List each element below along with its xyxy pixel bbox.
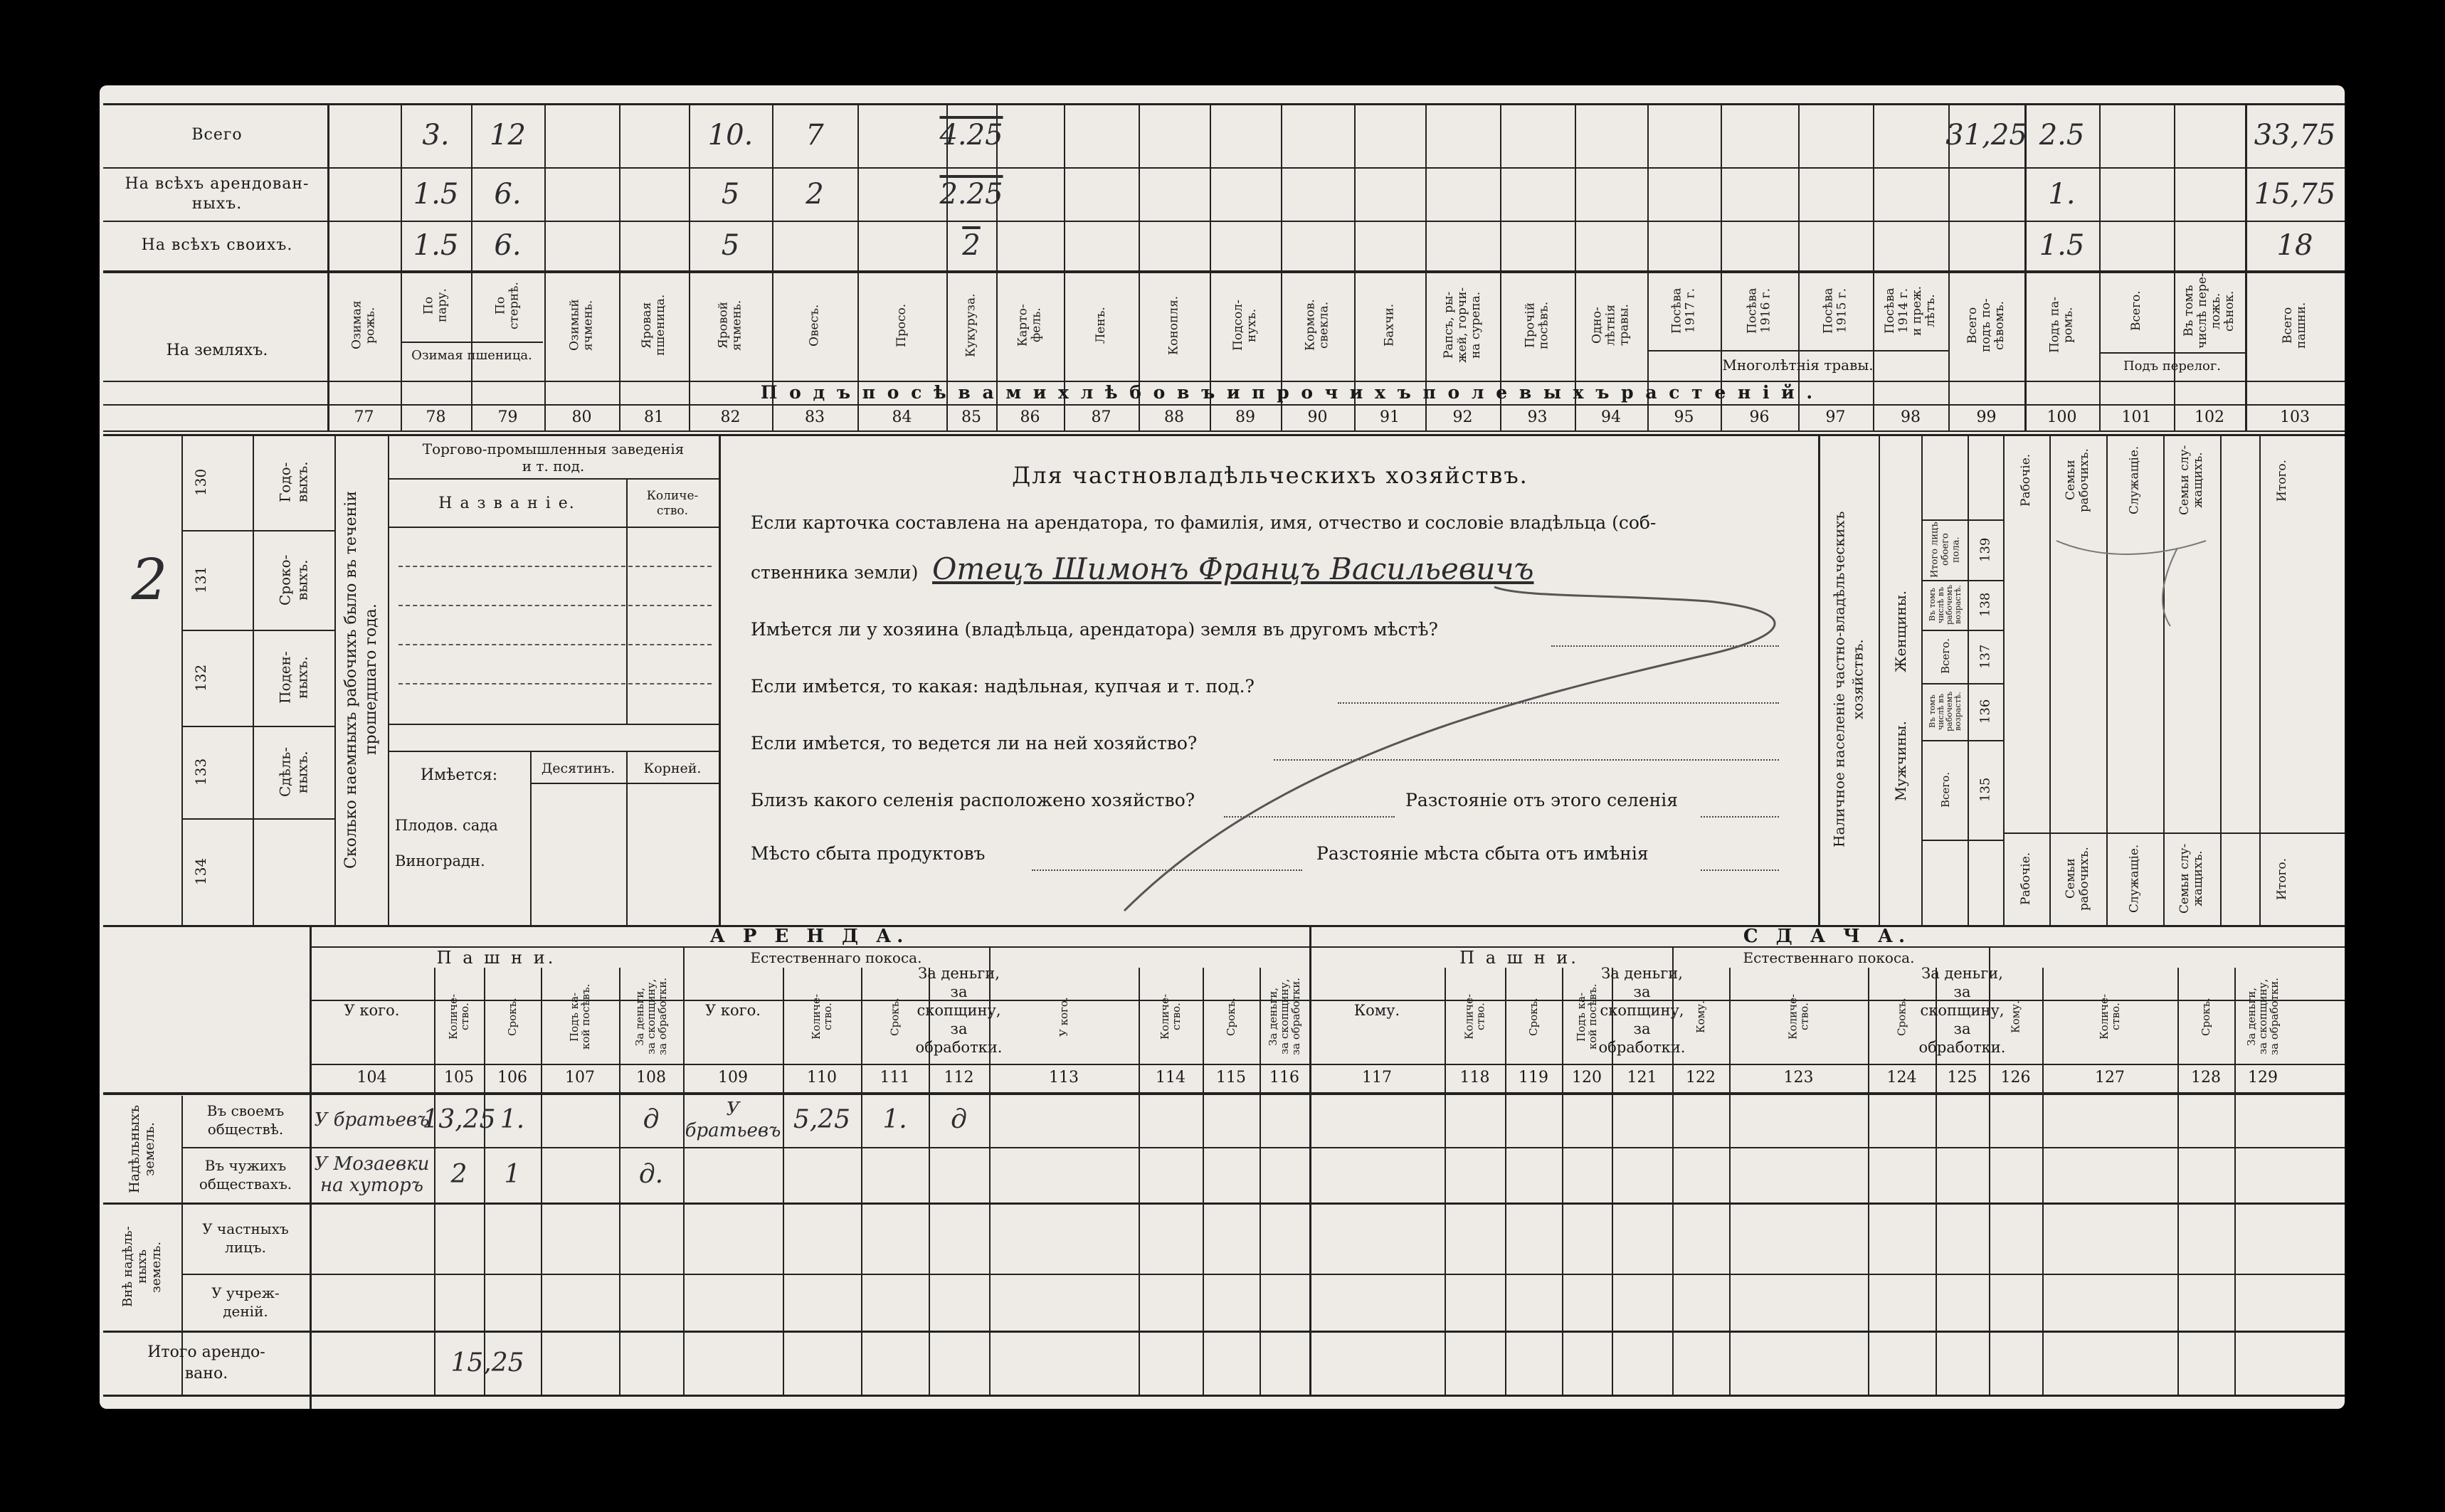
- rule: [103, 1395, 2345, 1397]
- col-number: 92: [1452, 408, 1473, 426]
- crop-header: Яровая пшеница.: [640, 294, 667, 356]
- rule: [253, 434, 254, 925]
- handwritten-value: 2: [450, 1160, 468, 1189]
- rule: [2003, 434, 2005, 925]
- handwritten-value: 1.5: [2039, 229, 2085, 262]
- bottom-col-number: 128: [2191, 1069, 2221, 1087]
- row-label: На всѣхъ арендован- ныхъ.: [125, 174, 310, 213]
- crop-header: Подъ па- ромъ.: [2047, 297, 2076, 354]
- handwritten-value: 10.: [707, 119, 754, 152]
- col-number: 103: [2280, 408, 2310, 426]
- col-number: 89: [1235, 408, 1255, 426]
- rule: [388, 527, 719, 528]
- col-number: 94: [1601, 408, 1621, 426]
- handwritten-itogo: 15,25: [450, 1348, 524, 1378]
- col-number: 85: [961, 408, 981, 426]
- col-number: 77: [354, 408, 374, 426]
- rule: [1729, 968, 1731, 1395]
- rule: [1445, 968, 1446, 1395]
- handwritten-mark: 2: [131, 546, 168, 613]
- vne-group-label: Внѣ надѣль- ныхъ земель.: [120, 1226, 164, 1308]
- vinograd-label: Виноградн.: [395, 852, 485, 869]
- col-number: 82: [720, 408, 741, 426]
- rule: [181, 434, 183, 925]
- crop-header: Озимый ячмень.: [567, 299, 596, 351]
- bottom-col-number: 115: [1216, 1069, 1246, 1087]
- handwritten-value: д: [951, 1104, 967, 1134]
- bottom-col-number: 105: [444, 1069, 474, 1087]
- handwritten-value: 1.: [2048, 177, 2076, 211]
- row-number: 134: [192, 857, 209, 886]
- crop-header: Посѣва 1915 г.: [1821, 287, 1849, 334]
- top-row-rule: [103, 430, 2345, 432]
- handwritten-value: У братьевъ: [314, 1109, 430, 1131]
- handwritten-value: 33,75: [2254, 119, 2336, 152]
- q6-text: Мѣсто сбыта продуктовъ: [751, 843, 986, 864]
- bottom-col-header: Количе- ство.: [1786, 993, 1811, 1040]
- population-row-number: 139: [1977, 537, 1993, 562]
- dotted-line: [398, 605, 712, 606]
- bottom-col-number: 113: [1049, 1069, 1079, 1087]
- arenda-title: А Р Е Н Д А.: [709, 926, 909, 947]
- arenda-estestv: Естественнаго покоса.: [750, 949, 922, 966]
- handwritten-value: 1: [504, 1160, 521, 1189]
- population-col-header: Рабочіе.: [2019, 453, 2033, 507]
- bottom-col-header: Кому.: [1694, 1000, 1707, 1033]
- population-col-footer: Служащіе.: [2127, 844, 2142, 914]
- bottom-col-header: Срокъ.: [1225, 998, 1237, 1036]
- rule: [541, 968, 542, 1395]
- bottom-col-header: Подъ ка- кой посѣвъ.: [568, 983, 592, 1050]
- q2-text: Имѣется ли у хозяина (владѣльца, арендатора) земля въ другомъ мѣстѣ?: [751, 619, 1438, 640]
- bottom-col-number: 119: [1519, 1069, 1548, 1087]
- row-number: 131: [192, 566, 209, 594]
- rule: [1139, 968, 1140, 1395]
- crop-header: Овесъ.: [807, 304, 822, 347]
- worker-type-label: Сдѣль- ныхъ.: [276, 746, 311, 798]
- q6-distance: Разстояніе мѣста сбыта отъ имѣнія: [1316, 843, 1649, 864]
- bottom-col-number: 111: [880, 1069, 910, 1087]
- bottom-col-number: 121: [1627, 1069, 1657, 1087]
- col-number: 95: [1674, 408, 1694, 426]
- imeetsya-label: Имѣется:: [420, 766, 498, 784]
- crop-header: Всего подъ по- сѣвомъ.: [1965, 298, 2007, 352]
- col-number: 79: [497, 408, 518, 426]
- crop-header: Посѣва 1917 г.: [1669, 287, 1698, 334]
- plod-label: Плодов. сада: [395, 817, 498, 834]
- population-col-header: Семьи рабочихъ.: [2064, 448, 2091, 512]
- rule: [103, 1202, 2345, 1205]
- bottom-col-number: 109: [718, 1069, 748, 1087]
- col-number: 99: [1976, 408, 1997, 426]
- rule: [388, 751, 719, 752]
- private-title: Для частновладѣльческихъ хозяйствъ.: [1012, 461, 1528, 489]
- bottom-col-number: 110: [807, 1069, 837, 1087]
- q4-text: Если имѣется, то ведется ли на ней хозяйство?: [751, 733, 1198, 754]
- bottom-row-label: У частныхъ лицъ.: [202, 1220, 289, 1256]
- bottom-col-header: Количе- ство.: [2098, 993, 2122, 1040]
- bottom-row-label: Въ чужихъ обществахъ.: [199, 1157, 292, 1193]
- crop-header: Одно- лѣтнія травы.: [1590, 304, 1632, 347]
- crop-header: Въ томъ числѣ пере- ложь. сѣнок.: [2182, 273, 2237, 349]
- crop-header: Ленъ.: [1094, 307, 1108, 344]
- nadel-group-label: Надѣльныхъ земель.: [127, 1104, 157, 1194]
- crop-header: Яровой ячмень.: [716, 300, 744, 351]
- bottom-col-header: Количе- ство.: [1158, 993, 1183, 1040]
- na-zemlyakh-label: На земляхъ.: [166, 341, 268, 359]
- rule: [1505, 968, 1506, 1395]
- rule: [1921, 434, 1923, 925]
- handwritten-value: 3.: [422, 119, 450, 152]
- bottom-col-header: У кого.: [1057, 997, 1070, 1037]
- col-number: 87: [1091, 408, 1111, 426]
- bottom-col-header: Срокъ.: [506, 998, 519, 1036]
- col-number: 93: [1527, 408, 1548, 426]
- handwritten-value: 1.: [882, 1104, 907, 1134]
- bottom-col-number: 127: [2095, 1069, 2125, 1087]
- bottom-col-number: 108: [636, 1069, 666, 1087]
- handwritten-value: 1.5: [413, 177, 459, 211]
- row-number: 133: [192, 758, 209, 786]
- row-number: 132: [192, 664, 209, 692]
- bottom-col-header: За деньги, за скопщину, за обработки.: [1598, 965, 1686, 1056]
- col-number: 96: [1749, 408, 1770, 426]
- handwritten-value: 5,25: [793, 1104, 851, 1134]
- rule: [2042, 968, 2044, 1395]
- working-age-label: Въ томъ числѣ въ рабочемъ возрастѣ.: [1928, 691, 1963, 732]
- crop-header: По стернѣ.: [493, 282, 522, 329]
- korney-header: Корней.: [643, 761, 702, 776]
- population-vertical-label: Наличное населеніе частно-владѣльческихъ хозяйствъ.: [1830, 511, 1866, 848]
- handwritten-value: 15,75: [2254, 177, 2336, 211]
- rule: [1672, 968, 1674, 1395]
- handwritten-value: 6.: [494, 177, 522, 211]
- rule: [388, 478, 719, 480]
- col-number: 78: [426, 408, 446, 426]
- population-col-footer: Рабочіе.: [2019, 852, 2033, 906]
- population-col-footer: Семьи слу- жащихъ.: [2177, 843, 2205, 914]
- bottom-col-number: 114: [1156, 1069, 1185, 1087]
- bottom-col-number: 123: [1783, 1069, 1814, 1087]
- bottom-col-header: За деньги, за скопщину, за обработки.: [915, 965, 1003, 1056]
- subgroup-rule: [1647, 350, 1948, 351]
- q3-text: Если имѣется, то какая: надѣльная, купчая и т. под.?: [751, 676, 1255, 697]
- handwritten-value: 2: [806, 177, 824, 211]
- crop-header: Всего пашни.: [2281, 302, 2308, 349]
- worker-type-label: Поден- ныхъ.: [276, 651, 311, 704]
- rule: [1260, 968, 1261, 1395]
- working-age-label: Въ томъ числѣ въ рабочемъ возрастѣ.: [1928, 584, 1963, 625]
- crop-header: Просо.: [894, 303, 909, 347]
- handwritten-value: 31,25: [1945, 119, 2027, 152]
- desyatin-header: Десятинъ.: [541, 761, 616, 776]
- crop-header: Посѣва 1914 г. и преж. лѣтъ.: [1883, 285, 1938, 337]
- handwritten-value: д: [643, 1104, 660, 1134]
- handwritten-value: 2: [962, 229, 981, 262]
- bottom-col-header: У кого.: [344, 1002, 400, 1019]
- handwritten-value: 18: [2276, 229, 2313, 262]
- handwritten-value: 6.: [494, 229, 522, 262]
- crop-header: Карто- фель.: [1015, 304, 1044, 347]
- bottom-col-header: У кого.: [705, 1002, 761, 1019]
- rule: [1868, 968, 1869, 1395]
- population-row-number: 136: [1977, 699, 1993, 724]
- bottom-col-header: Кому.: [1353, 1002, 1400, 1019]
- itogo-label: Итого арендо- вано.: [147, 1343, 265, 1383]
- col-number: 88: [1164, 408, 1184, 426]
- rule: [783, 968, 784, 1395]
- bottom-col-number: 126: [2000, 1069, 2031, 1087]
- rule: [181, 1274, 2345, 1275]
- bottom-col-header: Количе- ство.: [447, 993, 471, 1040]
- bottom-col-header: Срокъ.: [2200, 998, 2212, 1036]
- handwritten-value: У Мозаевки на хуторъ: [314, 1153, 430, 1196]
- handwritten-owner: Отецъ Шимонъ Францъ Васильевичъ: [932, 551, 1534, 586]
- col-number: 90: [1307, 408, 1328, 426]
- bottom-row-label: Въ своемъ обществѣ.: [206, 1101, 285, 1138]
- worker-type-label: Сроко- выхъ.: [276, 554, 311, 606]
- ozimaya-label: Озимая пшеница.: [411, 348, 532, 363]
- handwritten-value: 4.25: [939, 119, 1003, 152]
- trade-qty-header: Количе- ство.: [646, 489, 699, 518]
- vsego-label: Всего.: [1939, 638, 1952, 675]
- col-number: 98: [1901, 408, 1921, 426]
- rule: [1921, 840, 2003, 841]
- vsego-label: Всего.: [1939, 772, 1952, 808]
- sdacha-estestv: Естественнаго покоса.: [1743, 949, 1915, 966]
- col-number: 100: [2047, 408, 2077, 426]
- crop-header: Прочій посѣвъ.: [1523, 301, 1551, 349]
- population-col-footer: Итого.: [2275, 857, 2289, 900]
- census-card: [100, 85, 2345, 1409]
- rule: [1968, 434, 1969, 925]
- bottom-col-header: За деньги, за скопщину, за обработки.: [633, 978, 669, 1056]
- rule: [530, 783, 719, 784]
- rule: [719, 434, 721, 925]
- trade-title: Торгово-промышленныя заведенія и т. под.: [422, 440, 685, 475]
- rule: [1879, 434, 1880, 925]
- handwritten-value: 12: [490, 119, 526, 152]
- crop-header: Конопля.: [1166, 295, 1181, 355]
- col-number: 101: [2121, 408, 2152, 426]
- perelog-label: Подъ перелог.: [2123, 359, 2222, 374]
- population-col-header: Итого.: [2275, 459, 2289, 502]
- bottom-col-number: 106: [497, 1069, 527, 1087]
- bottom-col-header: Количе- ство.: [810, 993, 834, 1040]
- population-row-number: 138: [1977, 592, 1993, 618]
- col-number: 81: [644, 408, 664, 426]
- population-col-footer: Семьи рабочихъ.: [2064, 847, 2091, 911]
- rule: [989, 968, 991, 1395]
- bottom-col-number: 117: [1362, 1069, 1392, 1087]
- col-number: 84: [892, 408, 912, 426]
- col-number: 80: [571, 408, 592, 426]
- population-col-header: Семьи слу- жащихъ.: [2177, 445, 2205, 516]
- crop-header: Кормов. свекла.: [1303, 299, 1331, 351]
- rule: [1562, 968, 1563, 1395]
- handwritten-value: 1.: [500, 1104, 525, 1134]
- sdacha-pashni: П а ш н и.: [1459, 948, 1579, 968]
- col-number: 97: [1825, 408, 1846, 426]
- dotted-line: [398, 644, 712, 645]
- q5-text: Близъ какого селенія расположено хозяйство?: [751, 790, 1195, 810]
- bottom-col-number: 125: [1947, 1069, 1977, 1087]
- workers-vertical-label: Сколько наемныхъ рабочихъ было въ теченіи прошедшаго года.: [342, 490, 380, 869]
- bottom-col-number: 107: [565, 1069, 595, 1087]
- row-number: 130: [192, 468, 209, 496]
- handwritten-value: 2.25: [939, 177, 1003, 211]
- col-number: 102: [2195, 408, 2224, 426]
- crop-header: Озимая рожь.: [349, 300, 378, 350]
- arenda-pashni: П а ш н и.: [436, 948, 556, 968]
- pencil-marks: [2049, 512, 2334, 797]
- itogo-both-label: Итого лицъ обоего пола.: [1929, 522, 1962, 578]
- population-row-number: 135: [1977, 777, 1993, 803]
- bottom-col-header: Подъ ка- кой посѣвъ.: [1575, 983, 1599, 1050]
- q1-line2: ственника земли): [751, 562, 919, 583]
- col-number: 86: [1020, 408, 1040, 426]
- bottom-col-number: 112: [944, 1069, 974, 1087]
- crop-header: Рапсъ, ры- жей, горчи- на сурепа.: [1442, 287, 1483, 364]
- mnogoletnie-label: Многолѣтнія травы.: [1722, 356, 1874, 374]
- bottom-col-number: 104: [357, 1069, 387, 1087]
- bottom-col-number: 124: [1886, 1069, 1917, 1087]
- bottom-row-label: У учреж- деній.: [211, 1284, 280, 1320]
- crop-header: По пару.: [421, 288, 450, 323]
- bottom-col-number: 118: [1459, 1069, 1490, 1087]
- handwritten-value: У братьевъ: [685, 1098, 781, 1141]
- rule: [334, 434, 336, 925]
- bottom-col-header: За деньги, за скопщину, за обработки.: [1267, 978, 1302, 1056]
- bottom-col-number: 116: [1269, 1069, 1299, 1087]
- bottom-col-header: Кому.: [2009, 1000, 2022, 1033]
- banner: П о д ъ п о с ѣ в а м и х л ѣ б о в ъ и п р о ч и х ъ п о л е в ы х ъ р а с т е н і й .: [760, 381, 1816, 403]
- trade-name-header: Н а з в а н і е.: [438, 495, 576, 512]
- worker-type-label: Годо- выхъ.: [276, 461, 311, 503]
- crop-header: Всего.: [2129, 290, 2143, 332]
- bottom-col-header: Количе- ство.: [1462, 993, 1487, 1040]
- handwritten-value: д.: [638, 1160, 664, 1189]
- bottom-col-header: Срокъ.: [888, 998, 902, 1036]
- rule: [388, 724, 719, 725]
- bottom-col-header: За деньги, за скопщину, за обработки.: [1918, 965, 2006, 1056]
- handwritten-value: 2.5: [2039, 119, 2085, 152]
- rule: [2234, 968, 2236, 1395]
- q1-line1: Если карточка составлена на арендатора, то фамилія, имя, отчество и сословіе владѣльца (соб-: [751, 512, 1657, 533]
- row-label: На всѣхъ своихъ.: [141, 236, 293, 254]
- dotted-line: [398, 683, 712, 684]
- dotted-line: [398, 566, 712, 567]
- handwritten-value: 5: [721, 177, 740, 211]
- handwritten-value: 13,25: [422, 1104, 496, 1134]
- rule: [1203, 968, 1204, 1395]
- crop-header: Бахчи.: [1382, 303, 1397, 347]
- middle-top-rule: [103, 434, 2345, 436]
- handwritten-value: 5: [721, 229, 740, 262]
- rule: [1818, 434, 1820, 925]
- women-label: Женщины.: [1892, 590, 1909, 673]
- population-col-header: Служащіе.: [2127, 445, 2142, 515]
- rule: [2177, 968, 2179, 1395]
- rule: [2003, 832, 2345, 834]
- crop-header: Подсол- нухъ.: [1231, 300, 1259, 351]
- handwritten-value: 7: [806, 119, 824, 152]
- bottom-col-header: Срокъ.: [1895, 998, 1908, 1036]
- men-label: Мужчины.: [1892, 721, 1909, 802]
- bottom-col-number: 122: [1686, 1069, 1716, 1087]
- sdacha-title: С Д А Ч А.: [1743, 926, 1911, 947]
- population-row-number: 137: [1977, 644, 1993, 669]
- rule: [861, 968, 862, 1395]
- handwritten-value: 1.5: [413, 229, 459, 262]
- bottom-col-number: 129: [2248, 1069, 2278, 1087]
- col-number: 91: [1380, 408, 1400, 426]
- q5-distance: Разстояніе отъ этого селенія: [1405, 790, 1679, 810]
- crop-header: Посѣва 1916 г.: [1745, 287, 1773, 334]
- bottom-col-header: Срокъ.: [1527, 998, 1540, 1036]
- bottom-col-header: За деньги, за скопщину, за обработки.: [2245, 978, 2281, 1056]
- rule: [1989, 968, 1990, 1395]
- row-label: Всего: [191, 126, 243, 144]
- crop-header: Кукуруза.: [963, 293, 978, 357]
- col-number: 83: [805, 408, 825, 426]
- bottom-col-number: 120: [1572, 1069, 1602, 1087]
